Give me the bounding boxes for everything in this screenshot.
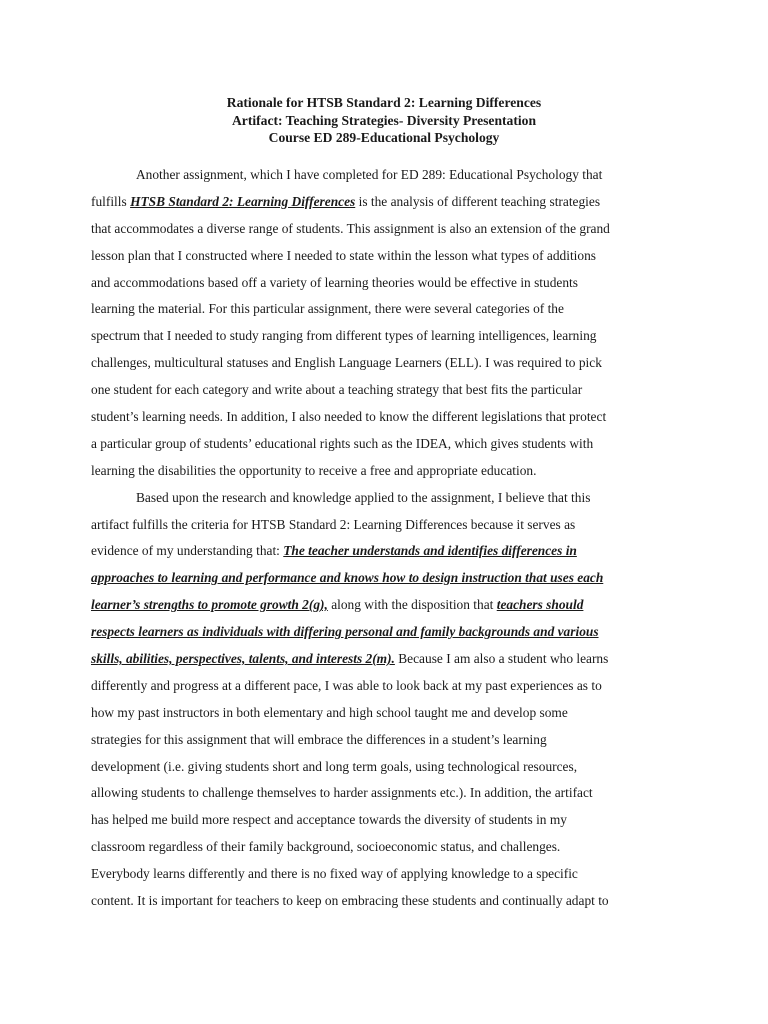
document-body [91, 162, 691, 915]
body-line [91, 646, 691, 673]
body-text-run: fulfills [91, 193, 131, 209]
body-line: learning the disabilities the opportunity to receive a free and appropriate education. [91, 462, 537, 478]
body-line: classroom regardless of their family background, socioeconomic status, and challenges. [91, 839, 561, 855]
body-line [91, 538, 691, 565]
body-line: strategies for this assignment that will embrace the differences in a student’s learning [91, 731, 547, 747]
body-line: artifact fulfills the criteria for HTSB Standard 2: Learning Differences because it serves as [91, 516, 576, 532]
document-title-block [0, 94, 768, 147]
body-line: and accommodations based off a variety of learning theories would be effective in students [91, 274, 578, 290]
body-line: development (i.e. giving students short and long term goals, using technological resources, [91, 758, 578, 774]
body-line: a particular group of students’ educational rights such as the IDEA, which gives students with [91, 435, 594, 451]
title-line-3: Course ED 289-Educational Psychology [268, 130, 500, 145]
body-line: spectrum that I needed to study ranging from different types of learning intelligences, learning [91, 328, 597, 344]
body-line: Based upon the research and knowledge applied to the assignment, I believe that this [136, 489, 591, 505]
body-line [91, 592, 691, 619]
body-line: differently and progress at a different pace, I was able to look back at my past experiences as to [91, 677, 602, 693]
standard-emphasis: The teacher understands and identifies differences in [283, 543, 577, 559]
title-line-1: Rationale for HTSB Standard 2: Learning Differences [226, 95, 542, 110]
standard-emphasis: learner’s strengths to promote growth 2(g), [91, 597, 328, 613]
body-line-emphasis: respects learners as individuals with differing personal and family backgrounds and various [91, 624, 599, 640]
standard-emphasis: teachers should [496, 597, 584, 613]
body-line: content. It is important for teachers to keep on embracing these students and continually adapt to [91, 893, 609, 909]
standard-emphasis: HTSB Standard 2: Learning Differences [130, 193, 356, 209]
body-line: learning the material. For this particular assignment, there were several categories of the [91, 301, 564, 317]
body-line-emphasis: approaches to learning and performance and knows how to design instruction that uses each [91, 570, 604, 586]
body-line: student’s learning needs. In addition, I also needed to know the different legislations that protect [91, 409, 607, 425]
body-text-run: along with the disposition that [327, 597, 497, 613]
body-line: Another assignment, which I have completed for ED 289: Educational Psychology that [136, 167, 603, 182]
body-line: lesson plan that I constructed where I needed to state within the lesson what types of additions [91, 247, 596, 263]
body-line: allowing students to challenge themselves to harder assignments etc.). In addition, the artifact [91, 785, 593, 801]
body-line: that accommodates a diverse range of students. This assignment is also an extension of the grand [91, 220, 610, 236]
title-line-2: Artifact: Teaching Strategies- Diversity Presentation [231, 112, 537, 128]
body-text-run: Because I am also a student who learns [394, 651, 609, 667]
body-line: has helped me build more respect and acceptance towards the diversity of students in my [91, 812, 567, 828]
body-text-run: evidence of my understanding that: [91, 543, 284, 559]
standard-emphasis: skills, abilities, perspectives, talents, and interests 2(m). [91, 651, 395, 667]
body-line: Everybody learns differently and there is no fixed way of applying knowledge to a specific [91, 866, 578, 882]
body-line: one student for each category and write about a teaching strategy that best fits the particular [91, 382, 583, 398]
body-line: how my past instructors in both elementary and high school taught me and develop some [91, 704, 568, 720]
body-line [91, 189, 691, 216]
body-text-run: is the analysis of different teaching strategies [355, 193, 601, 209]
body-line: challenges, multicultural statuses and English Language Learners (ELL). I was required to pick [91, 355, 602, 371]
